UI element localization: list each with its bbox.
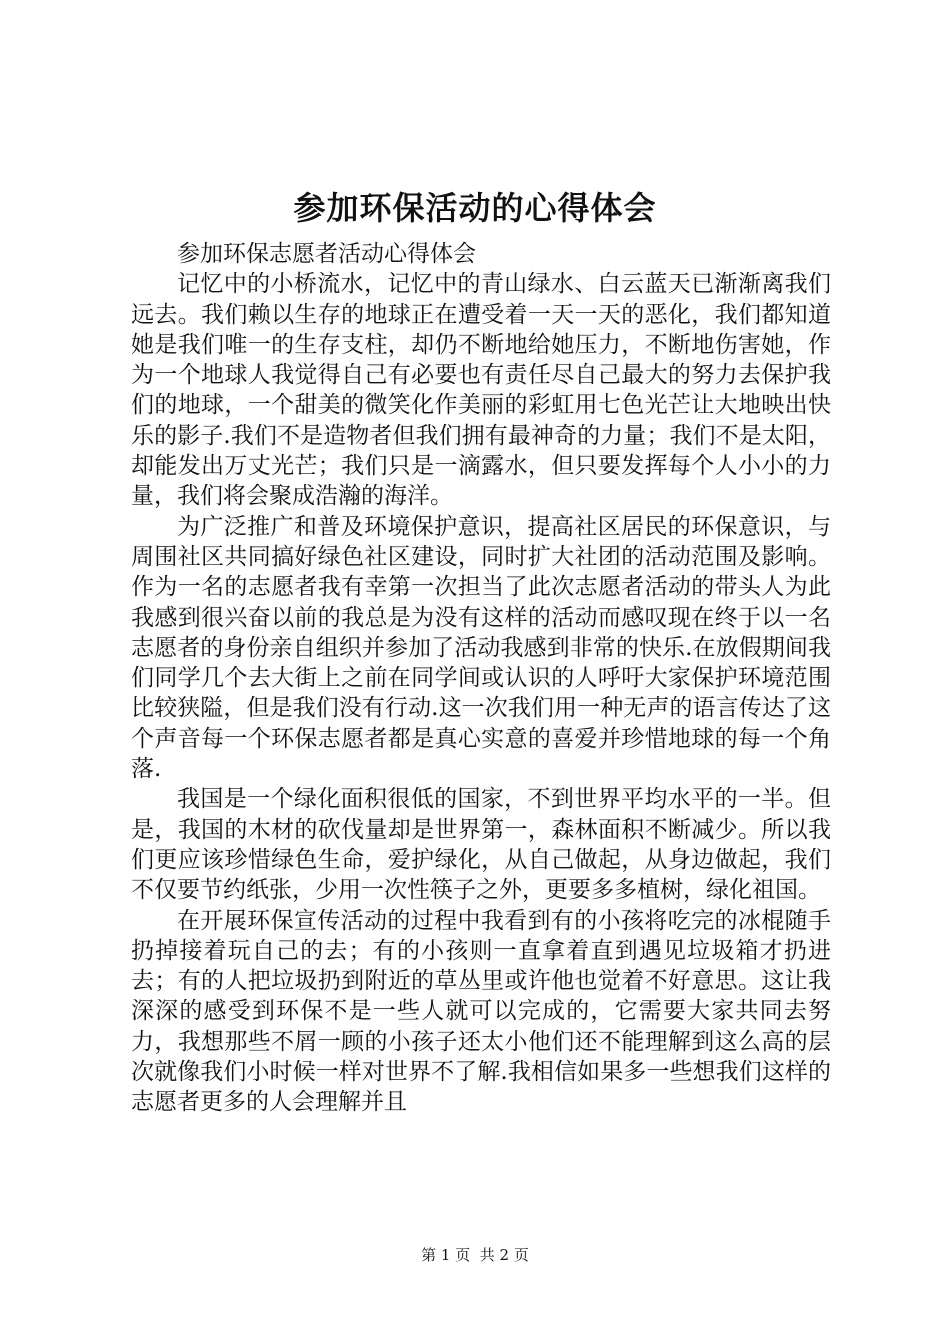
paragraph: 我国是一个绿化面积很低的国家，不到世界平均水平的一半。但是，我国的木材的砍伐量却是世界第一，森林面积不断减少。所以我们更应该珍惜绿色生命，爱护绿化，从自己做起，从身边做起，我们不仅要节约纸张，少用一次性筷子之外，更要多多植树，绿化祖国。 xyxy=(131,786,831,904)
document-title: 参加环保活动的心得体会 xyxy=(293,189,657,227)
paragraph: 在开展环保宣传活动的过程中我看到有的小孩将吃完的冰棍随手扔掉接着玩自己的去；有的小孩则一直拿着直到遇见垃圾箱才扔进去；有的人把垃圾扔到附近的草丛里或许他也觉着不好意思。这让我深深的感受到环保不是一些人就可以完成的，它需要大家共同去努力，我想那些不屑一顾的小孩子还太小他们还不能理解到这么高的层次就像我们小时候一样对世界不了解.我相信如果多一些想我们这样的志愿者更多的人会理解并且 xyxy=(131,907,831,1116)
page-footer xyxy=(0,1244,950,1266)
paragraph: 为广泛推广和普及环境保护意识，提高社区居民的环保意识，与周围社区共同搞好绿色社区建设，同时扩大社团的活动范围及影响。作为一名的志愿者我有幸第一次担当了此次志愿者活动的带头人为此我感到很兴奋以前的我总是为没有这样的活动而感叹现在终于以一名志愿者的身份亲自组织并参加了活动我感到非常的快乐.在放假期间我们同学几个去大街上之前在同学间或认识的人呼吁大家保护环境范围比较狭隘，但是我们没有行动.这一次我们用一种无声的语言传达了这个声音每一个环保志愿者都是真心实意的喜爱并珍惜地球的每一个角落. xyxy=(131,513,831,783)
paragraph: 记忆中的小桥流水，记忆中的青山绿水、白云蓝天已渐渐离我们远去。我们赖以生存的地球正在遭受着一天一天的恶化，我们都知道她是我们唯一的生存支柱，却仍不断地给她压力，不断地伤害她，作为一个地球人我觉得自己有必要也有责任尽自己最大的努力去保护我们的地球，一个甜美的微笑化作美丽的彩虹用七色光芒让大地映出快乐的影子.我们不是造物者但我们拥有最神奇的力量；我们不是太阳，却能发出万丈光芒；我们只是一滴露水，但只要发挥每个人小小的力量，我们将会聚成浩瀚的海洋。 xyxy=(131,271,831,510)
paragraph-subtitle: 参加环保志愿者活动心得体会 xyxy=(177,241,476,267)
document-body xyxy=(131,239,831,1118)
page-number: 第 1 页 共 2 页 xyxy=(421,1246,529,1264)
